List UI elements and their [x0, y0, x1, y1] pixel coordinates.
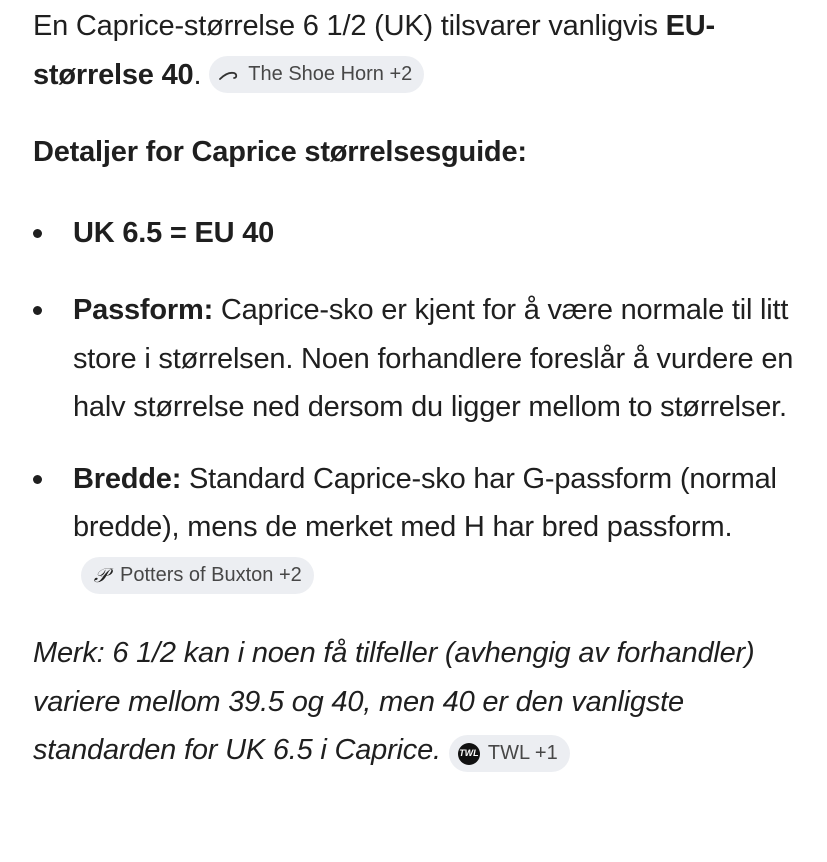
intro-period: .: [193, 58, 202, 91]
source-chip-potters-of-buxton[interactable]: [81, 557, 314, 594]
source-chip-label: TWL +1: [487, 742, 558, 764]
section-heading: Detaljer for Caprice størrelsesguide:: [33, 136, 527, 168]
note-paragraph: [33, 629, 803, 775]
source-chip-label: Potters of Buxton +2: [120, 563, 302, 586]
potters-script-p-icon: 𝒫: [93, 562, 109, 587]
list-item-size-conversion: [33, 209, 803, 258]
shoe-horn-icon: [218, 64, 240, 86]
list-item-text: Caprice-sko er kjent for å være normale til litt store i størrelsen. Noen forhandlere foreslår å vurdere en halv størrelse ned dersom du ligger mellom to størrelser.: [73, 294, 794, 423]
source-chip-the-shoe-horn[interactable]: [209, 56, 424, 93]
list-item-text: Standard Caprice-sko har G-passform (normal bredde), mens de merket med H har bred passform.: [73, 462, 777, 543]
list-item-bold: Bredde:: [73, 462, 182, 495]
source-chip-twl[interactable]: [449, 735, 570, 772]
bullet-icon: [33, 306, 42, 315]
intro-text: En Caprice-størrelse 6 1/2 (UK) tilsvarer vanligvis: [33, 10, 666, 42]
source-chip-label: The Shoe Horn +2: [248, 63, 413, 85]
twl-logo-icon: TWL: [458, 743, 480, 765]
list-item-bold: Passform:: [73, 294, 214, 326]
bullet-icon: [33, 229, 42, 238]
bullet-icon: [33, 475, 42, 484]
list-item-fit: [33, 286, 803, 432]
intro-bold-size: EU-størrelse 40: [33, 10, 715, 91]
list-item-width: [33, 455, 803, 601]
note-text: Merk: 6 1/2 kan i noen få tilfeller (avhengig av forhandler) variere mellom 39.5 og 40, men 40 er den vanligste standarden for UK 6.5 i Caprice.: [33, 637, 755, 766]
details-list: [33, 209, 803, 601]
list-item-bold: UK 6.5 = EU 40: [73, 216, 275, 249]
intro-paragraph: [33, 0, 803, 99]
